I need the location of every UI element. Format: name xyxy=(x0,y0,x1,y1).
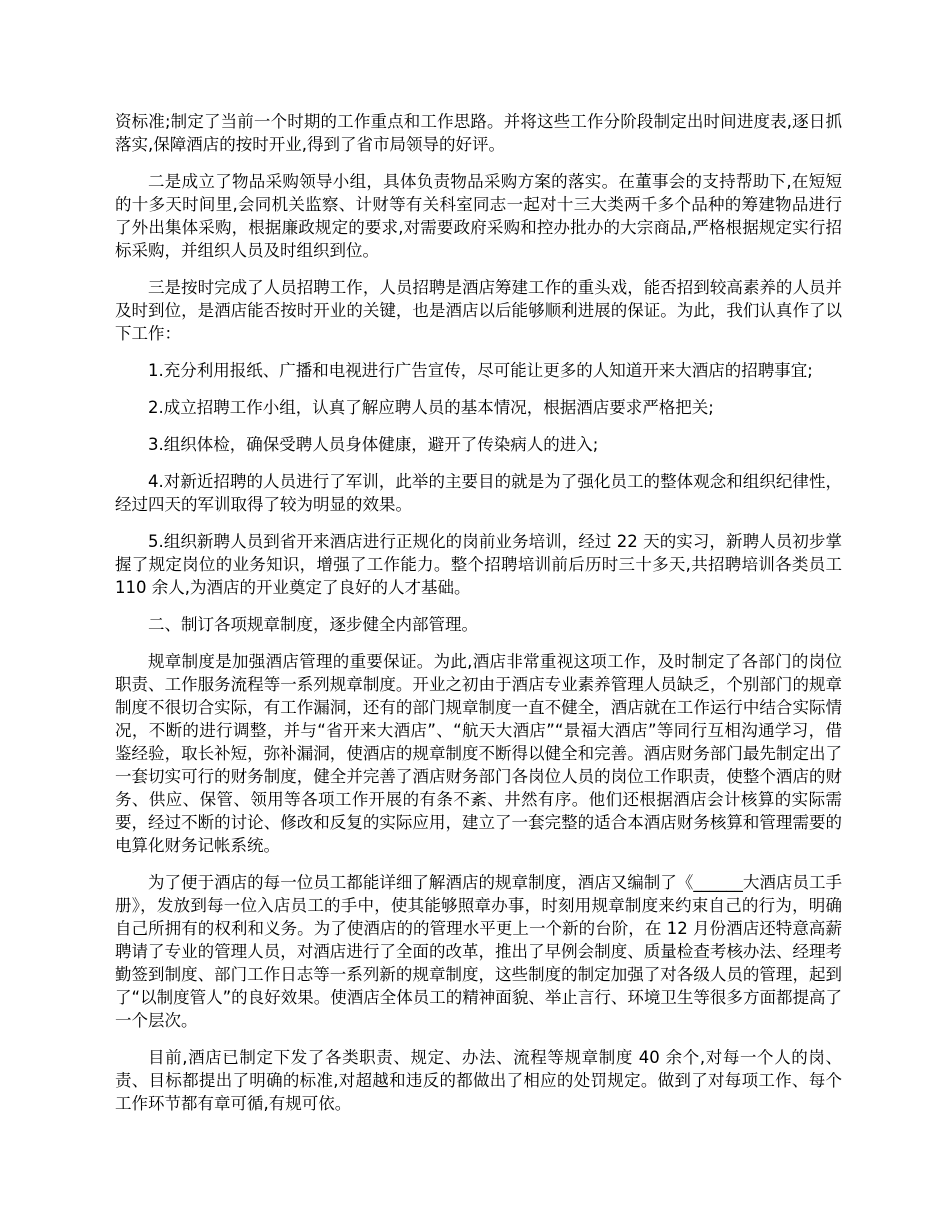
paragraph: 资标准;制定了当前一个时期的工作重点和工作思路。并将这些工作分阶段制定出时间进度表,逐日抓落实,保障酒店的按时开业,得到了省市局领导的好评。 xyxy=(115,112,842,154)
paragraph: 目前,酒店已制定下发了各类职责、规定、办法、流程等规章制度 40 余个,对每一个人的岗、责、目标都提出了明确的标准,对超越和违反的都做出了相应的处罚规定。做到了对每项工作、每个工作环节都有章可循,有规可依。 xyxy=(115,1048,842,1113)
document-body xyxy=(115,110,842,1129)
list-item: 5.组织新聘人员到省开来酒店进行正规化的岗前业务培训，经过 22 天的实习，新聘人员初步掌握了规定岗位的业务知识，增强了工作能力。整个招聘培训前后历时三十多天,共招聘培训各类员工 110 余人,为酒店的开业奠定了良好的人才基础。 xyxy=(115,532,842,597)
paragraph: 三是按时完成了人员招聘工作，人员招聘是酒店筹建工作的重头戏，能否招到较高素养的人员并及时到位，是酒店能否按时开业的关键，也是酒店以后能够顺利进展的保证。为此，我们认真作了以下工作： xyxy=(115,278,842,343)
list-item: 3.组织体检，确保受聘人员身体健康，避开了传染病人的进入; xyxy=(148,435,599,454)
list-item: 2.成立招聘工作小组，认真了解应聘人员的基本情况，根据酒店要求严格把关; xyxy=(148,398,714,417)
paragraph: 二是成立了物品采购领导小组，具体负责物品采购方案的落实。在董事会的支持帮助下,在短短的十多天时间里,会同机关监察、计财等有关科室同志一起对十三大类两千多个品种的筹建物品进行了外出集体采购，根据廉政规定的要求,对需要政府采购和控办批办的大宗商品,严格根据规定实行招标采购，并组织人员及时组织到位。 xyxy=(115,172,842,260)
paragraph: 为了便于酒店的每一位员工都能详细了解酒店的规章制度，酒店又编制了《______大酒店员工手册》，发放到每一位入店员工的手中，使其能够照章办事，时刻用规章制度来约束自己的行为，明确自己所拥有的权利和义务。为了使酒店的的管理水平更上一个新的台阶，在 12 月份酒店还特意高薪聘请了专业的管理人员，对酒店进行了全面的改革，推出了早例会制度、质量检查考核办法、经理考勤签到制度、部门工作日志等一系列新的规章制度，这些制度的制定加强了对各级人员的管理，起到了“以制度管人”的良好效果。使酒店全体员工的精神面貌、举止言行、环境卫生等很多方面都提高了一个层次。 xyxy=(115,873,842,1030)
section-heading: 二、制订各项规章制度，逐步健全内部管理。 xyxy=(148,615,478,634)
list-item: 1.充分利用报纸、广播和电视进行广告宣传，尽可能让更多的人知道开来大酒店的招聘事宜; xyxy=(148,361,813,380)
list-item: 4.对新近招聘的人员进行了军训，此举的主要目的就是为了强化员工的整体观念和组织纪律性，经过四天的军训取得了较为明显的效果。 xyxy=(115,472,842,514)
paragraph: 规章制度是加强酒店管理的重要保证。为此,酒店非常重视这项工作，及时制定了各部门的岗位职责、工作服务流程等一系列规章制度。开业之初由于酒店专业素养管理人员缺乏，个别部门的规章制度不很切合实际，有工作漏洞，还有的部门规章制度一直不健全，酒店就在工作运行中结合实际情况，不断的进行调整，并与“省开来大酒店”、“航天大酒店”“景福大酒店”等同行互相沟通学习，借鉴经验，取长补短，弥补漏洞，使酒店的规章制度不断得以健全和完善。酒店财务部门最先制定出了一套切实可行的财务制度，健全并完善了酒店财务部门各岗位人员的岗位工作职责，使整个酒店的财务、供应、保管、领用等各项工作开展的有条不紊、井然有序。他们还根据酒店会计核算的实际需要，经过不断的讨论、修改和反复的实际应用，建立了一套完整的适合本酒店财务核算和管理需要的电算化财务记帐系统。 xyxy=(115,652,842,855)
